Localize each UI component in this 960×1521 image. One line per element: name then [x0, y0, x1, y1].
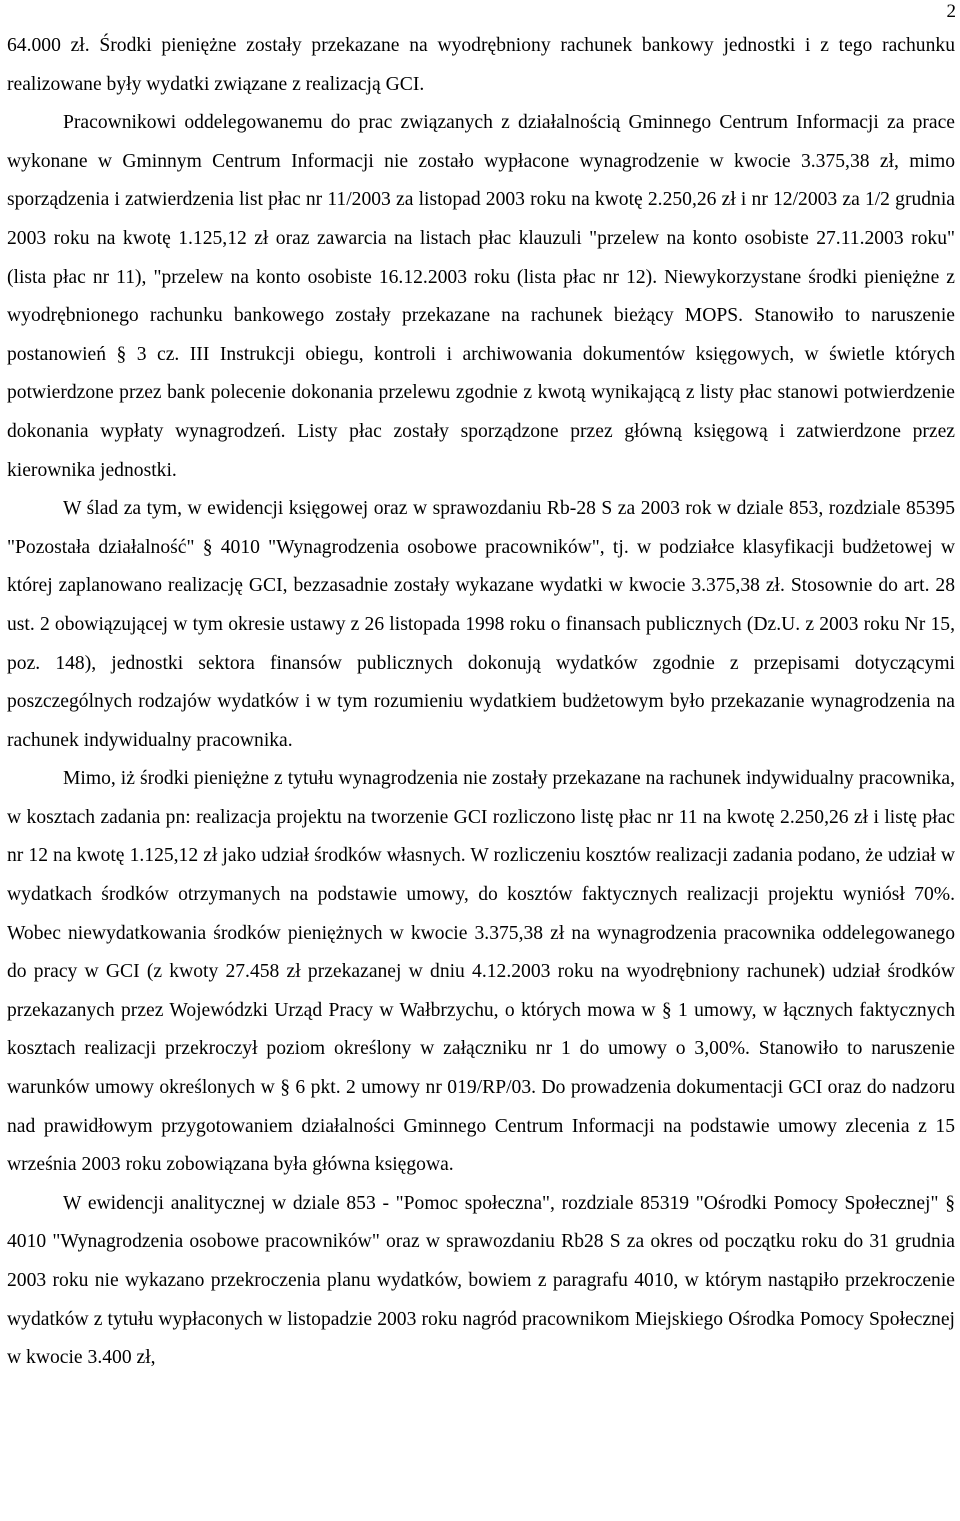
paragraph-accounting: W ślad za tym, w ewidencji księgowej oraz w sprawozdaniu Rb-28 S za 2003 rok w dziale 853, rozdziale 85395 "Pozostała działalność" § 4010 "Wynagrodzenia osobowe pracowników", tj. w podziałce klasyfikacji budżetowej w której zaplanowano realizację GCI, bezzasadnie zostały wykazane wydatki w kwocie 3.375,38 zł. Stosownie do art. 28 ust. 2 obowiązującej w tym okresie ustawy z 26 listopada 1998 roku o finansach publicznych (Dz.U. z 2003 roku Nr 15, poz. 148), jednostki sektora finansów publicznych dokonują wydatków zgodnie z przepisami dotyczącymi poszczególnych rodzajów wydatków i w tym rozumieniu wydatkiem budżetowym było przekazanie wynagrodzenia na rachunek indywidualny pracownika.	[7, 498, 955, 751]
paragraph-continuation: 64.000 zł. Środki pieniężne zostały przekazane na wyodrębniony rachunek bankowy jednostki i z tego rachunku realizowane były wydatki związane z realizacją GCI.	[7, 35, 955, 95]
document-body	[7, 27, 955, 1378]
paragraph-wages: Pracownikowi oddelegowanemu do prac związanych z działalnością Gminnego Centrum Informacji za prace wykonane w Gminnym Centrum Informacji nie zostało wypłacone wynagrodzenie w kwocie 3.375,38 zł, mimo sporządzenia i zatwierdzenia list płac nr 11/2003 za listopad 2003 roku na kwotę 2.250,26 zł i nr 12/2003 za 1/2 grudnia 2003 roku na kwotę 1.125,12 zł oraz zawarcia na listach płac klauzuli "przelew na konto osobiste 27.11.2003 roku" (lista płac nr 11), "przelew na konto osobiste 16.12.2003 roku (lista płac nr 12). Niewykorzystane środki pieniężne z wyodrębnionego rachunku bankowego zostały przekazane na rachunek bieżący MOPS. Stanowiło to naruszenie postanowień § 3 cz. III Instrukcji obiegu, kontroli i archiwowania dokumentów księgowych, w świetle których potwierdzone przez bank polecenie dokonania przelewu zgodnie z kwotą wynikającą z listy płac stanowi potwierdzenie dokonania wypłaty wynagrodzeń. Listy płac zostały sporządzone przez główną księgową i zatwierdzone przez kierownika jednostki.	[7, 112, 955, 481]
paragraph-analytics: W ewidencji analitycznej w dziale 853 - "Pomoc społeczna", rozdziale 85319 "Ośrodki Pomocy Społecznej" § 4010 "Wynagrodzenia osobowe pracowników" oraz w sprawozdaniu Rb28 S za okres od początku roku do 31 grudnia 2003 roku nie wykazano przekroczenia planu wydatków, bowiem z paragrafu 4010, w którym nastąpiło przekroczenie wydatków z tytułu wypłaconych w listopadzie 2003 roku nagród pracownikom Miejskiego Ośrodka Pomocy Społecznej w kwocie 3.400 zł,	[7, 1192, 955, 1369]
page-number: 2	[946, 1, 956, 22]
paragraph-costs: Mimo, iż środki pieniężne z tytułu wynagrodzenia nie zostały przekazane na rachunek indywidualny pracownika, w kosztach zadania pn: realizacja projektu na tworzenie GCI rozliczono listę płac nr 11 na kwotę 2.250,26 zł i listę płac nr 12 na kwotę 1.125,12 zł jako udział środków własnych. W rozliczeniu kosztów realizacji zadania podano, że udział w wydatkach środków otrzymanych na podstawie umowy, do kosztów faktycznych realizacji projektu wyniósł 70%. Wobec niewydatkowania środków pieniężnych w kwocie 3.375,38 zł na wynagrodzenia pracownika oddelegowanego do pracy w GCI (z kwoty 27.458 zł przekazanej w dniu 4.12.2003 roku na wyodrębniony rachunek) udział środków przekazanych przez Wojewódzki Urząd Pracy w Wałbrzychu, o których mowa w § 1 umowy, w łącznych faktycznych kosztach realizacji przekroczył poziom określony w załączniku nr 1 do umowy o 3,00%. Stanowiło to naruszenie warunków umowy określonych w § 6 pkt. 2 umowy nr 019/RP/03. Do prowadzenia dokumentacji GCI oraz do nadzoru nad prawidłowym przygotowaniem działalności Gminnego Centrum Informacji na podstawie umowy zlecenia z 15 września 2003 roku zobowiązana była główna księgowa.	[7, 768, 955, 1176]
